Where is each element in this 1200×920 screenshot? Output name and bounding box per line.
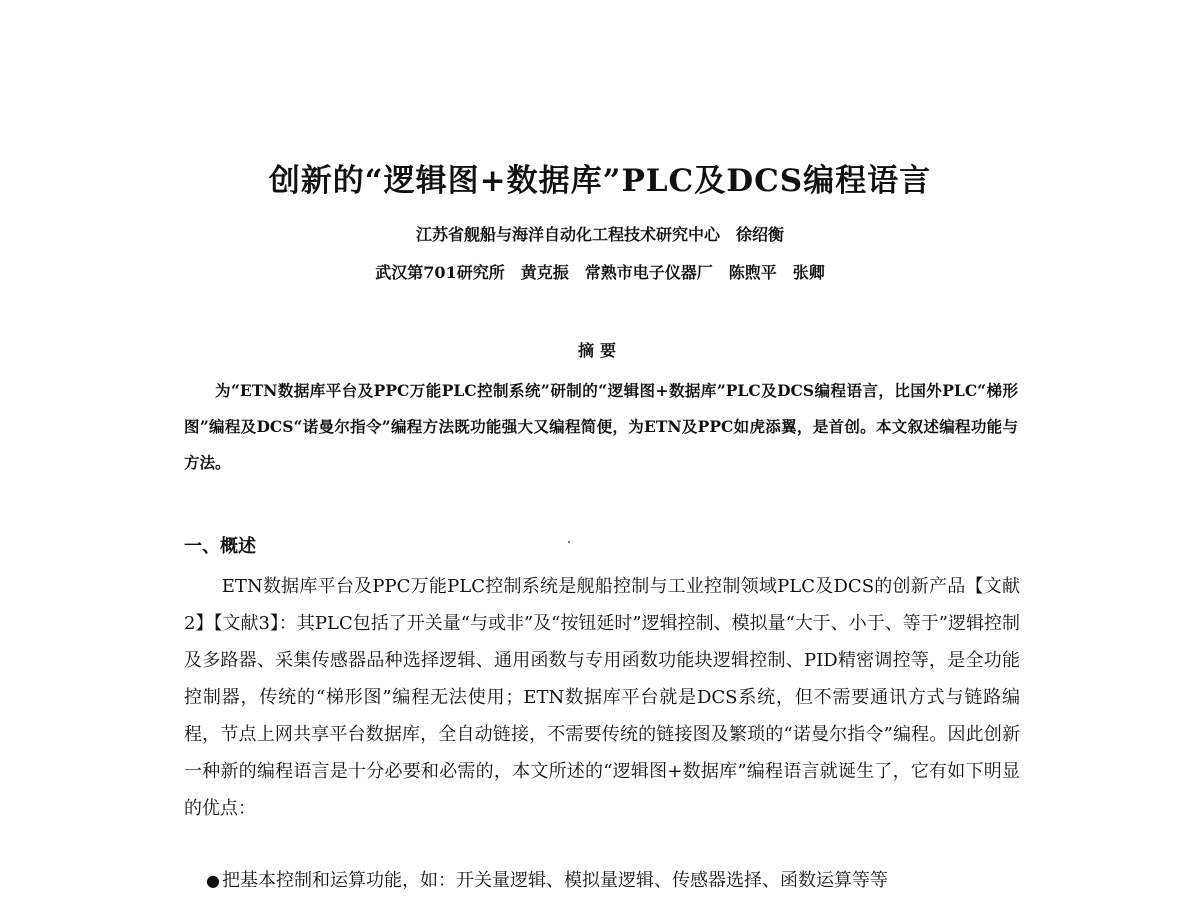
bullet-item [206,862,1026,899]
abstract-text: 为“ETN数据库平台及PPC万能PLC控制系统”研制的“逻辑图+数据库”PLC及DCS编程语言，比国外PLC“梯形图”编程及DCS“诺曼尔指令”编程方法既功能强大又编程简便，为ETN及PPC如虎添翼，是首创。本文叙述编程功能与方法。 [184,381,1018,472]
abstract-heading: 摘要 [577,341,622,360]
affiliation-line-1: 江苏省舰船与海洋自动化工程技术研究中心 徐绍衡 [415,225,784,244]
bullet-text: 把基本控制和运算功能，如：开关量逻辑、模拟量逻辑、传感器选择、函数运算等等 [221,870,888,891]
affiliation-line-2: 武汉第701研究所 黄克振 常熟市电子仪器厂 陈煦平 张卿 [375,263,825,282]
scan-speck [568,541,570,543]
paper-title: 创新的“逻辑图+数据库”PLC及DCS编程语言 [268,163,932,199]
bullet-dot-icon: ● [206,871,220,890]
section-paragraph: ETN数据库平台及PPC万能PLC控制系统是舰船控制与工业控制领域PLC及DCS的创新产品【文献2】【文献3】：其PLC包括了开关量“与或非”及“按钮延时”逻辑控制、模拟量“大于、小于、等于”逻辑控制及多路器、采集传感器品种选择逻辑、通用函数与专用函数功能块逻辑控制、PID精密调控等，是全功能控制器，传统的“梯形图”编程无法使用；ETN数据库平台就是DCS系统，但不需要通讯方式与链路编程，节点上网共享平台数据库，全自动链接，不需要传统的链接图及繁琐的“诺曼尔指令”编程。因此创新一种新的编程语言是十分必要和必需的，本文所述的“逻辑图+数据库”编程语言就诞生了，它有如下明显的优点： [184,576,1020,819]
section-heading: 一、概述 [184,536,256,557]
